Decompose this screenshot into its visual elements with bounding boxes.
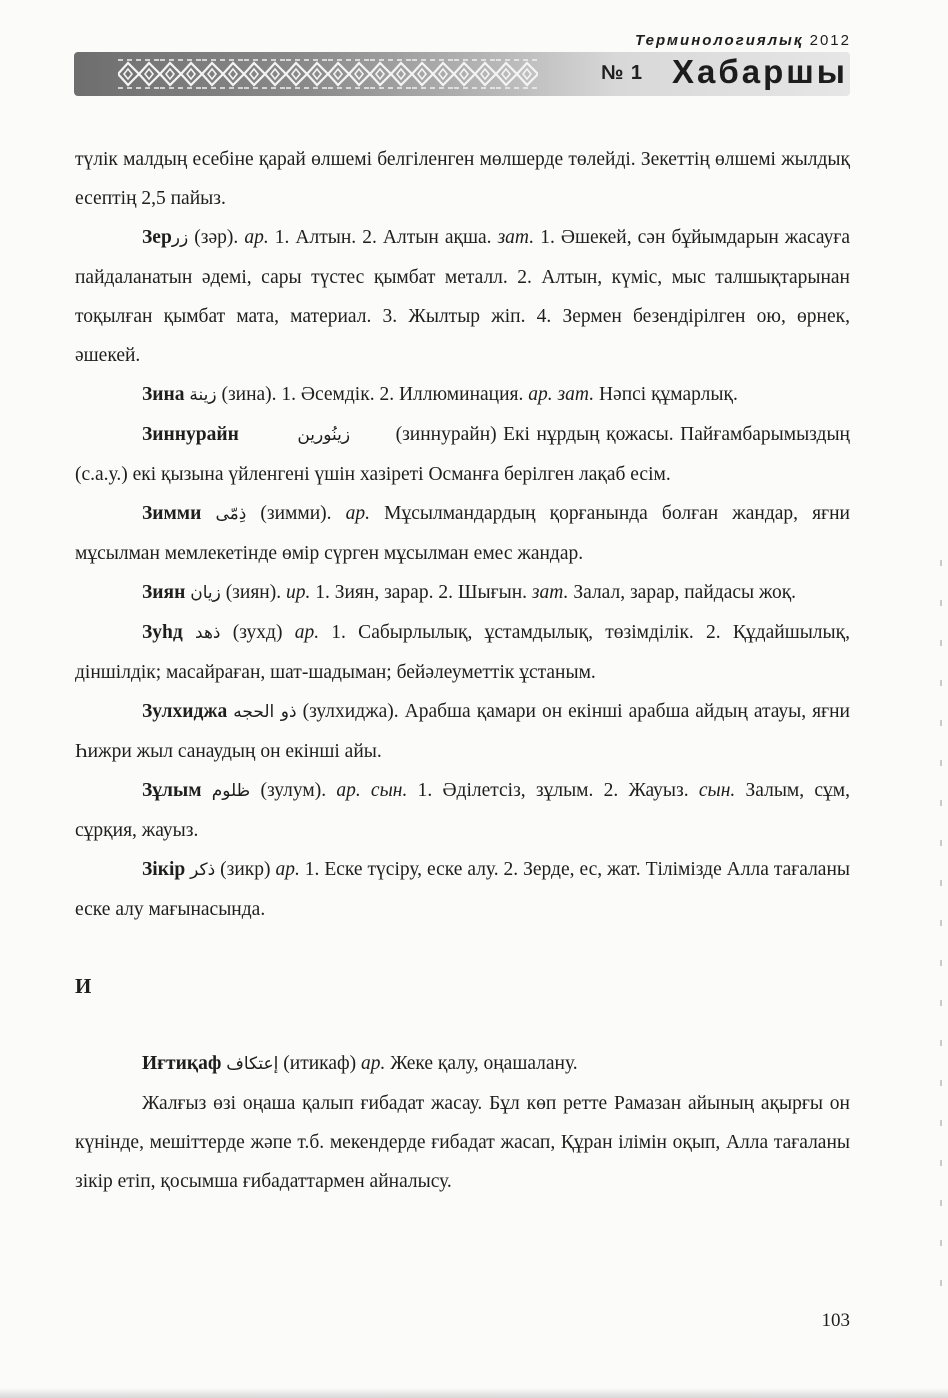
arabic-script: زر [171, 228, 189, 248]
entry-zuhd [75, 613, 850, 692]
entry-text: (зухд) [220, 622, 295, 643]
entry-zikir [75, 850, 850, 929]
abbreviation: сын. [698, 780, 736, 801]
entry-text: 1. Әділетсіз, зұлым. 2. Жауыз. [407, 780, 699, 801]
entry-text: Жеке қалу, оңашалану. [385, 1053, 578, 1074]
paragraph-continuation: түлік малдың есебіне қарай өлшемі белгіленген мөлшерде төлейді. Зекеттің өлшемі жылдық есептің 2,5 пайыз. [75, 149, 850, 209]
entry-term: Зер [142, 227, 172, 248]
entry-text: (зина). 1. Әсемдік. 2. Иллюминация. [216, 384, 529, 405]
ornament-icon [118, 57, 538, 91]
abbreviation: зат. [497, 227, 535, 248]
entry-text: 1. Зиян, зарар. 2. Шығын. [310, 582, 532, 603]
arabic-script: ذكر [190, 860, 216, 880]
arabic-script: ذهد [195, 623, 221, 643]
entry-zulym [75, 771, 850, 850]
entry-text: Залым, сұм, сұрқия, жауыз. [75, 780, 850, 841]
arabic-script: زينُورين [297, 425, 351, 445]
header-band [74, 52, 850, 96]
entry-text: Залал, зарар, пайдасы жоқ. [568, 582, 797, 603]
abbreviation: зат. [531, 582, 569, 603]
abbreviation: ар. [361, 1053, 386, 1074]
entry-text: 1. Еске түсіру, еске алу. 2. Зерде, ес, жат. Тілімізде Алла тағаланы еске алу мағынасында. [75, 859, 850, 920]
abbreviation: ар. [294, 622, 320, 643]
arabic-script: ظلوم [211, 781, 251, 801]
entry-term: Зұлым [142, 780, 202, 801]
entry-text: (зимми). [246, 503, 346, 524]
arabic-script: ذو الحجه [233, 702, 297, 722]
abbreviation: ар. зат. [528, 384, 595, 405]
entry-term: Иғтиқаф [142, 1053, 222, 1074]
journal-name: Терминологиялық [635, 32, 804, 49]
entry-zer [75, 218, 850, 375]
entry-text: 1. Алтын. 2. Алтын ақша. [268, 227, 498, 248]
entry-igtikaf [75, 1044, 850, 1084]
arabic-script: زينة [189, 385, 217, 405]
abbreviation: ар. [345, 503, 371, 524]
entry-text: Мұсылмандардың қорғанында болған жандар, яғни мұсылман мемлекетінде өмір сүрген мұсылман емес жандар. [75, 503, 850, 564]
journal-header [635, 32, 851, 49]
entry-text: (зулум). [250, 780, 337, 801]
entry-text: (зиян). [220, 582, 286, 603]
entry-text: (зикр) [215, 859, 276, 880]
entry-text: (итикаф) [278, 1053, 361, 1074]
scan-bottom-shadow [0, 1388, 948, 1398]
abbreviation: ар. [275, 859, 300, 880]
entry-term: Зуһд [142, 622, 183, 643]
entry-term: Зимми [142, 503, 202, 524]
entry-text: 1. Әшекей, сән бұйымдарын жасауға пайдаланатын әдемі, сары түстес қымбат металл. 2. Алтын, күміс, мыс талшықтарынан тоқылған қымбат мата, материал. 3. Жылтыр жіп. 4. Зермен безендірілген ою, өрнек, әшекей. [75, 227, 851, 366]
entry-zina [75, 375, 850, 415]
entry-term: Зулхиджа [142, 701, 228, 722]
entry-igtikaf-description: Жалғыз өзі оңаша қалып ғибадат жасау. Бұл көп ретте Рамазан айының ақырғы он күнінде, мешіттерде жәпе т.б. мекендерде ғибадат жасап, Құран ілімін оқып, Алла тағаланы зікір етіп, қосымша ғибадаттармен айналысу. [75, 1093, 850, 1192]
entry-term: Зина [142, 384, 185, 405]
entry-term: Зиян [142, 582, 186, 603]
issue-number: № 1 [601, 62, 643, 84]
entry-zimmi [75, 494, 850, 573]
page-number: 103 [821, 1310, 850, 1331]
scan-edge-mark [940, 560, 942, 1320]
entry-text: (зиннурайн) Екі нұрдың қожасы. Пайғамбарымыздың (с.а.у.) екі қызына үйленгені үшін хазіреті Османға берілген лақаб есім. [75, 424, 850, 485]
arabic-script: إعتكاف [226, 1054, 279, 1074]
entry-text: Нәпсі құмарлық. [594, 384, 738, 405]
entry-term: Зікір [142, 859, 186, 880]
entry-text: 1. Сабырлылық, ұстамдылық, төзімділік. 2. Құдайшылық, діншілдік; масайраған, шат-шадыман; бейәлеуметтік ұстаным. [75, 622, 850, 683]
abbreviation: ар. [244, 227, 269, 248]
entry-text: (зулхиджа). Арабша қамари он екінші арабша айдың атауы, яғни Һижри жыл санаудың он екінші айы. [75, 701, 850, 762]
abbreviation: ир. [285, 582, 311, 603]
entry-term: Зиннурайн [142, 424, 239, 445]
entry-zinnurain [75, 415, 850, 494]
arabic-script: ذِمّى [215, 504, 247, 524]
abbreviation: ар. сын. [336, 780, 408, 801]
journal-year: 2012 [809, 32, 851, 49]
page-content [75, 140, 850, 1201]
entry-zulhijja [75, 692, 850, 771]
section-letter: И [75, 974, 92, 998]
entry-text: (зәр). [188, 227, 245, 248]
entry-ziyan [75, 573, 850, 613]
arabic-script: زيان [190, 583, 221, 603]
magazine-title: Хабаршы [672, 53, 848, 90]
